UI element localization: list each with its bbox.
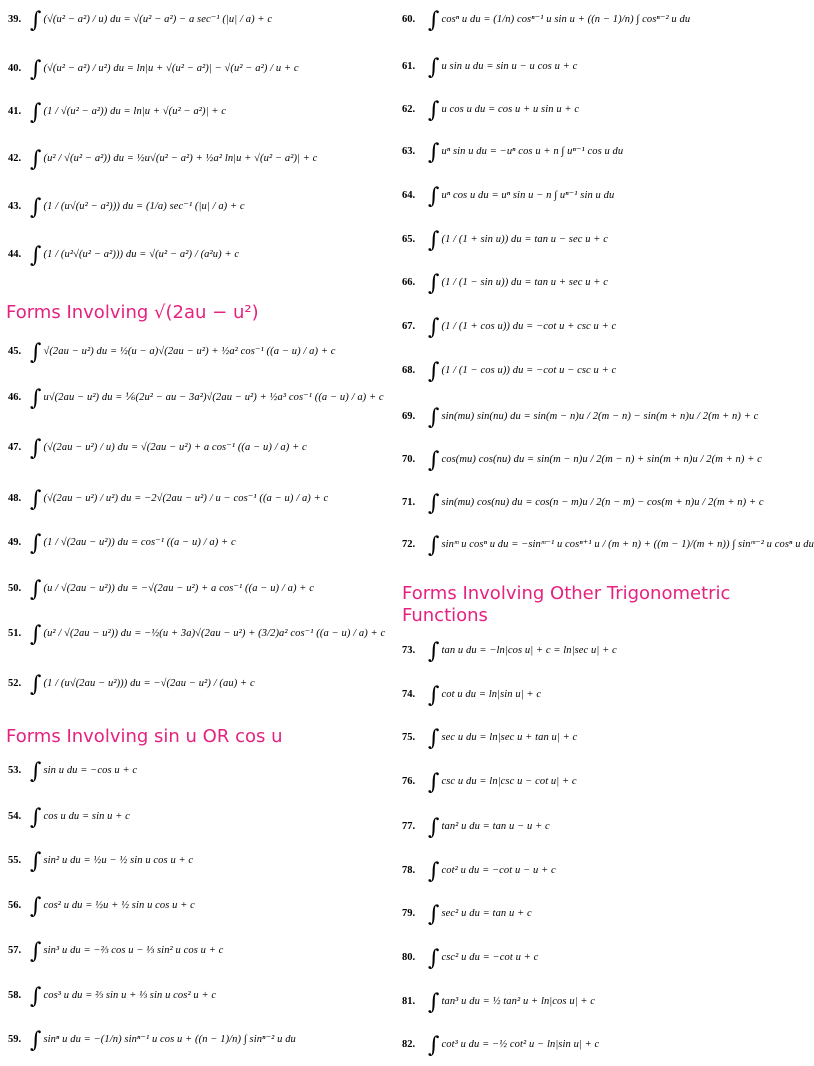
integral-sign-icon: ∫: [30, 340, 42, 365]
formula-row: [398, 1033, 600, 1058]
integral-sign-icon: ∫: [30, 894, 42, 919]
formula-row: [0, 805, 130, 830]
formula-number: 40.: [8, 63, 22, 74]
formula-expression: sinᵐ u cosⁿ u du = −sinᵐ⁻¹ u cosⁿ⁺¹ u / (m + n) + ((m − 1)/(m + n)) ∫ sinᵐ⁻² u cosⁿ u du: [441, 539, 814, 550]
formula-expression: cos u du = sin u + c: [43, 811, 130, 822]
formula-row: [0, 984, 217, 1009]
formula-number: 53.: [8, 765, 22, 776]
formula-number: 51.: [8, 628, 22, 639]
formula-row: [398, 55, 578, 80]
integral-sign-icon: ∫: [30, 386, 42, 411]
integral-sign-icon: ∫: [428, 271, 440, 296]
formula-number: 65.: [402, 234, 416, 245]
formula-expression: (√(2au − u²) / u) du = √(2au − u²) + a cos⁻¹ ((a − u) / a) + c: [43, 442, 307, 453]
formula-row: [0, 57, 299, 82]
formula-row: [0, 436, 307, 461]
integral-sign-icon: ∫: [30, 436, 42, 461]
integral-sign-icon: ∫: [428, 98, 440, 123]
formula-row: [0, 386, 384, 411]
formula-row: [0, 849, 194, 874]
formula-expression: tan u du = −ln|cos u| + c = ln|sec u| + c: [441, 645, 617, 656]
formula-expression: (1 / (1 + sin u)) du = tan u − sec u + c: [441, 234, 608, 245]
integral-sign-icon: ∫: [30, 672, 42, 697]
formula-expression: sin(mu) cos(nu) du = cos(n − m)u / 2(n − m) − cos(m + n)u / 2(m + n) + c: [441, 497, 764, 508]
formula-number: 57.: [8, 945, 22, 956]
formula-number: 54.: [8, 811, 22, 822]
formula-expression: cosⁿ u du = (1/n) cosⁿ⁻¹ u sin u + ((n − 1)/n) ∫ cosⁿ⁻² u du: [441, 14, 691, 25]
formula-expression: cos³ u du = ⅔ sin u + ⅓ sin u cos² u + c: [43, 990, 217, 1001]
formula-row: [0, 243, 240, 268]
formula-row: [0, 8, 273, 33]
integral-sign-icon: ∫: [30, 531, 42, 556]
formula-expression: cot³ u du = −½ cot² u − ln|sin u| + c: [441, 1039, 600, 1050]
formula-expression: sin³ u du = −⅔ cos u − ⅓ sin² u cos u + c: [43, 945, 224, 956]
formula-number: 79.: [402, 908, 416, 919]
formula-expression: (1 / (u√(2au − u²))) du = −√(2au − u²) / (au) + c: [43, 678, 255, 689]
formula-row: [398, 405, 759, 430]
formula-number: 75.: [402, 732, 416, 743]
integral-sign-icon: ∫: [428, 902, 440, 927]
formula-number: 78.: [402, 865, 416, 876]
integral-sign-icon: ∫: [428, 859, 440, 884]
integral-sign-icon: ∫: [428, 533, 440, 558]
formula-row: [398, 902, 532, 927]
formula-expression: (1 / √(2au − u²)) du = cos⁻¹ ((a − u) / a) + c: [43, 537, 236, 548]
formula-row: [398, 359, 617, 384]
integral-sign-icon: ∫: [30, 57, 42, 82]
formula-number: 60.: [402, 14, 416, 25]
formula-number: 44.: [8, 249, 22, 260]
formula-number: 68.: [402, 365, 416, 376]
integral-sign-icon: ∫: [30, 622, 42, 647]
formula-expression: √(2au − u²) du = ½(u − a)√(2au − u²) + ½a² cos⁻¹ ((a − u) / a) + c: [43, 346, 336, 357]
formula-expression: sinⁿ u du = −(1/n) sinⁿ⁻¹ u cos u + ((n − 1)/n) ∫ sinⁿ⁻² u du: [43, 1034, 296, 1045]
integral-sign-icon: ∫: [428, 8, 440, 33]
formula-number: 70.: [402, 454, 416, 465]
formula-row: [398, 98, 580, 123]
formula-number: 64.: [402, 190, 416, 201]
integral-sign-icon: ∫: [428, 815, 440, 840]
formula-number: 50.: [8, 583, 22, 594]
formula-number: 52.: [8, 678, 22, 689]
formula-number: 56.: [8, 900, 22, 911]
formula-number: 67.: [402, 321, 416, 332]
formula-expression: (1 / (1 − cos u)) du = −cot u − csc u + c: [441, 365, 617, 376]
formula-row: [398, 770, 577, 795]
integral-sign-icon: ∫: [428, 448, 440, 473]
formula-row: [0, 894, 195, 919]
formula-number: 66.: [402, 277, 416, 288]
integral-sign-icon: ∫: [428, 140, 440, 165]
section-heading-2au-u2: Forms Involving √(2au − u²): [6, 302, 259, 323]
formula-number: 48.: [8, 493, 22, 504]
integral-sign-icon: ∫: [428, 770, 440, 795]
integral-sign-icon: ∫: [30, 849, 42, 874]
integral-sign-icon: ∫: [30, 100, 42, 125]
integral-sign-icon: ∫: [428, 1033, 440, 1058]
formula-number: 72.: [402, 539, 416, 550]
formula-expression: (1 / √(u² − a²)) du = ln|u + √(u² − a²)| + c: [43, 106, 227, 117]
formula-number: 42.: [8, 153, 22, 164]
formula-number: 77.: [402, 821, 416, 832]
formula-row: [398, 683, 542, 708]
integral-sign-icon: ∫: [428, 405, 440, 430]
formula-row: [398, 315, 617, 340]
formula-row: [398, 448, 762, 473]
integral-sign-icon: ∫: [30, 195, 42, 220]
formula-row: [0, 577, 314, 602]
formula-number: 82.: [402, 1039, 416, 1050]
formula-row: [0, 939, 224, 964]
formula-expression: sin² u du = ½u − ½ sin u cos u + c: [43, 855, 194, 866]
formula-number: 76.: [402, 776, 416, 787]
formula-expression: tan³ u du = ½ tan² u + ln|cos u| + c: [441, 996, 596, 1007]
formula-number: 58.: [8, 990, 22, 1001]
formula-number: 41.: [8, 106, 22, 117]
formula-number: 46.: [8, 392, 22, 403]
formula-expression: sec² u du = tan u + c: [441, 908, 532, 919]
formula-row: [398, 990, 596, 1015]
formula-row: [398, 859, 556, 884]
formula-row: [398, 946, 539, 971]
integral-sign-icon: ∫: [30, 759, 42, 784]
formula-row: [398, 8, 691, 33]
formula-row: [0, 622, 386, 647]
formula-expression: sec u du = ln|sec u + tan u| + c: [441, 732, 578, 743]
integral-sign-icon: ∫: [30, 939, 42, 964]
formula-expression: (1 / (1 + cos u)) du = −cot u + csc u + c: [441, 321, 617, 332]
integral-sign-icon: ∫: [30, 147, 42, 172]
integral-sign-icon: ∫: [30, 487, 42, 512]
formula-number: 73.: [402, 645, 416, 656]
formula-number: 39.: [8, 14, 22, 25]
integral-sign-icon: ∫: [30, 984, 42, 1009]
formula-expression: u cos u du = cos u + u sin u + c: [441, 104, 580, 115]
formula-expression: u√(2au − u²) du = ⅙(2u² − au − 3a²)√(2au − u²) + ½a³ cos⁻¹ ((a − u) / a) + c: [43, 392, 384, 403]
formula-expression: (1 / (1 − sin u)) du = tan u + sec u + c: [441, 277, 608, 288]
formula-row: [0, 340, 336, 365]
integral-sign-icon: ∫: [30, 1028, 42, 1053]
integral-sign-icon: ∫: [30, 577, 42, 602]
formula-number: 80.: [402, 952, 416, 963]
integral-sign-icon: ∫: [428, 228, 440, 253]
integral-sign-icon: ∫: [428, 315, 440, 340]
formula-expression: (1 / (u²√(u² − a²))) du = √(u² − a²) / (a²u) + c: [43, 249, 240, 260]
formula-row: [398, 726, 578, 751]
formula-row: [0, 487, 329, 512]
formula-expression: cot u du = ln|sin u| + c: [441, 689, 542, 700]
formula-number: 71.: [402, 497, 416, 508]
integral-sign-icon: ∫: [428, 946, 440, 971]
integral-sign-icon: ∫: [428, 359, 440, 384]
formula-row: [398, 491, 764, 516]
formula-expression: uⁿ sin u du = −uⁿ cos u + n ∫ uⁿ⁻¹ cos u du: [441, 146, 624, 157]
formula-expression: cot² u du = −cot u − u + c: [441, 865, 556, 876]
integral-sign-icon: ∫: [30, 243, 42, 268]
formula-row: [398, 533, 814, 558]
formula-number: 45.: [8, 346, 22, 357]
formula-row: [398, 140, 624, 165]
formula-expression: sin(mu) sin(nu) du = sin(m − n)u / 2(m − n) − sin(m + n)u / 2(m + n) + c: [441, 411, 759, 422]
formula-expression: cos(mu) cos(nu) du = sin(m − n)u / 2(m − n) + sin(m + n)u / 2(m + n) + c: [441, 454, 762, 465]
integral-sign-icon: ∫: [428, 55, 440, 80]
formula-expression: (u² / √(2au − u²)) du = −½(u + 3a)√(2au − u²) + (3/2)a² cos⁻¹ ((a − u) / a) + c: [43, 628, 386, 639]
integral-sign-icon: ∫: [30, 8, 42, 33]
formula-number: 74.: [402, 689, 416, 700]
formula-expression: (1 / (u√(u² − a²))) du = (1/a) sec⁻¹ (|u| / a) + c: [43, 201, 245, 212]
formula-row: [0, 147, 318, 172]
formula-number: 62.: [402, 104, 416, 115]
formula-number: 59.: [8, 1034, 22, 1045]
integral-sign-icon: ∫: [428, 683, 440, 708]
formula-row: [398, 228, 608, 253]
formula-number: 81.: [402, 996, 416, 1007]
formula-expression: tan² u du = tan u − u + c: [441, 821, 550, 832]
formula-expression: u sin u du = sin u − u cos u + c: [441, 61, 578, 72]
formula-number: 55.: [8, 855, 22, 866]
formula-row: [0, 672, 255, 697]
formula-expression: (u² / √(u² − a²)) du = ½u√(u² − a²) + ½a² ln|u + √(u² − a²)| + c: [43, 153, 318, 164]
integral-sign-icon: ∫: [428, 726, 440, 751]
integral-sign-icon: ∫: [30, 805, 42, 830]
formula-expression: (√(u² − a²) / u²) du = ln|u + √(u² − a²)| − √(u² − a²) / u + c: [43, 63, 299, 74]
formula-number: 47.: [8, 442, 22, 453]
section-heading-other-trig: Forms Involving Other Trigonometric Functions: [402, 583, 731, 626]
formula-expression: cos² u du = ½u + ½ sin u cos u + c: [43, 900, 195, 911]
formula-number: 49.: [8, 537, 22, 548]
formula-row: [0, 100, 227, 125]
formula-expression: (u / √(2au − u²)) du = −√(2au − u²) + a cos⁻¹ ((a − u) / a) + c: [43, 583, 314, 594]
formula-expression: csc² u du = −cot u + c: [441, 952, 539, 963]
formula-row: [398, 639, 617, 664]
formula-row: [398, 184, 615, 209]
formula-expression: csc u du = ln|csc u − cot u| + c: [441, 776, 577, 787]
formula-number: 61.: [402, 61, 416, 72]
formula-row: [0, 195, 245, 220]
formula-expression: uⁿ cos u du = uⁿ sin u − n ∫ uⁿ⁻¹ sin u du: [441, 190, 615, 201]
formula-expression: (√(2au − u²) / u²) du = −2√(2au − u²) / u − cos⁻¹ ((a − u) / a) + c: [43, 493, 329, 504]
integral-sign-icon: ∫: [428, 184, 440, 209]
integral-sign-icon: ∫: [428, 491, 440, 516]
section-heading-sin-cos: Forms Involving sin u OR cos u: [6, 726, 283, 747]
formula-row: [398, 815, 550, 840]
formula-expression: (√(u² − a²) / u) du = √(u² − a²) − a sec⁻¹ (|u| / a) + c: [43, 14, 273, 25]
formula-number: 69.: [402, 411, 416, 422]
integral-sign-icon: ∫: [428, 639, 440, 664]
formula-row: [398, 271, 608, 296]
formula-row: [0, 531, 236, 556]
formula-number: 43.: [8, 201, 22, 212]
integral-sign-icon: ∫: [428, 990, 440, 1015]
formula-row: [0, 1028, 296, 1053]
formula-expression: sin u du = −cos u + c: [43, 765, 138, 776]
formula-number: 63.: [402, 146, 416, 157]
formula-row: [0, 759, 138, 784]
